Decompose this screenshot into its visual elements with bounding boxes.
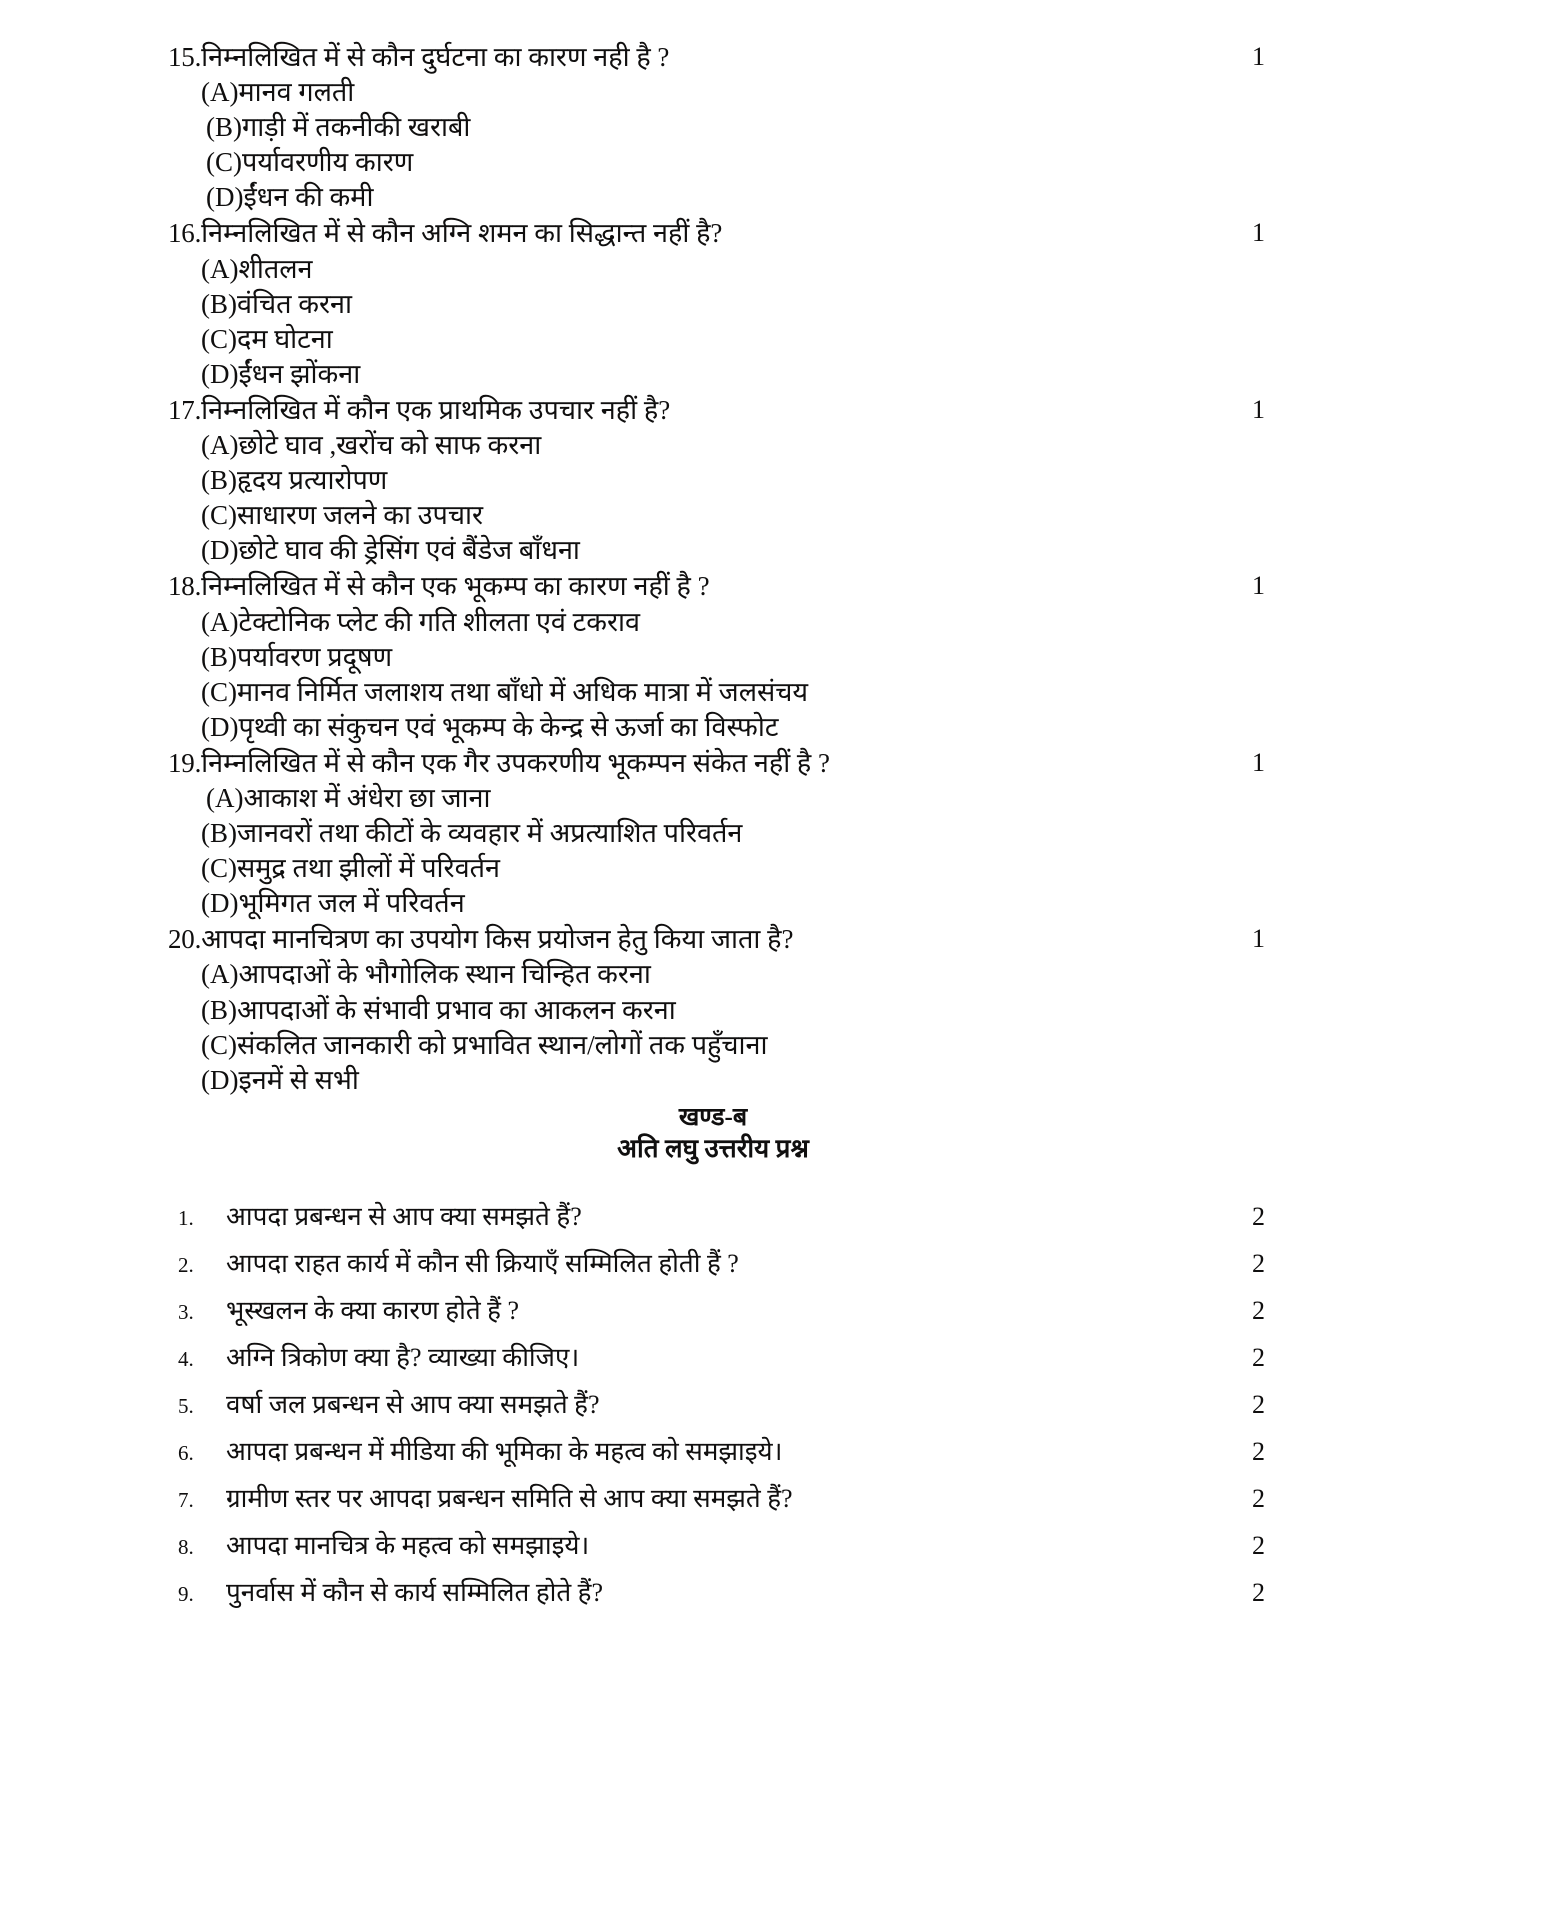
question-number: 19.: [168, 747, 202, 778]
short-question-item: [168, 1204, 1408, 1251]
question-marks: 2: [1252, 1484, 1265, 1514]
question-marks: 2: [1252, 1531, 1265, 1561]
option-c: (C)मानव निर्मित जलाशय तथा बाँधो में अधिक मात्रा में जलसंचय: [201, 676, 809, 707]
mcq-question-17: [168, 393, 1408, 568]
question-text: निम्नलिखित में कौन एक प्राथमिक उपचार नहीं है?: [201, 394, 671, 425]
question-number: 15.: [168, 42, 202, 72]
question-line: [168, 746, 1408, 781]
option-d: (D)पृथ्वी का संकुचन एवं भूकम्प के केन्द्र से ऊर्जा का विस्फोट: [201, 711, 779, 742]
question-number: 18.: [168, 571, 202, 602]
question-number: 2.: [178, 1253, 194, 1278]
option-c: (C)दम घोटना: [201, 323, 333, 354]
mcq-question-18: [168, 569, 1408, 744]
question-marks: 2: [1252, 1296, 1265, 1326]
question-number: 6.: [178, 1441, 194, 1466]
section-b-heading: खण्ड-ब: [678, 1103, 748, 1131]
question-text: पुनर्वास में कौन से कार्य सम्मिलित होते हैं?: [226, 1578, 604, 1608]
question-number: 17.: [168, 394, 202, 425]
option-b: (B)हृदय प्रत्यारोपण: [201, 465, 388, 496]
question-line: [168, 216, 1408, 251]
question-marks: 1: [1252, 394, 1265, 424]
page-content: [168, 40, 1408, 1627]
option-c: (C)साधारण जलने का उपचार: [201, 500, 484, 531]
option-d: (D)इनमें से सभी: [201, 1064, 359, 1095]
option-a: (A)छोटे घाव ,खरोंच को साफ करना: [201, 430, 542, 461]
option-d: (D)ईंधन झोंकना: [201, 358, 361, 389]
option-d: (D)छोटे घाव की ड्रेसिंग एवं बैंडेज बाँधना: [201, 535, 580, 566]
mcq-question-20: [168, 922, 1408, 1097]
question-number: 20.: [168, 924, 202, 955]
question-marks: 2: [1252, 1343, 1265, 1373]
question-text: आपदा मानचित्रण का उपयोग किस प्रयोजन हेतु किया जाता है?: [201, 924, 794, 955]
mcq-question-16: [168, 216, 1408, 391]
option-c: (C)समुद्र तथा झीलों में परिवर्तन: [201, 853, 500, 884]
question-marks: 1: [1252, 218, 1265, 248]
option-b: (B)आपदाओं के संभावी प्रभाव का आकलन करना: [201, 994, 676, 1025]
option-b: (B)जानवरों तथा कीटों के व्यवहार में अप्रत्याशित परिवर्तन: [201, 818, 743, 849]
question-line: [168, 922, 1408, 957]
question-text: भूस्खलन के क्या कारण होते हैं ?: [226, 1296, 519, 1326]
question-text: निम्नलिखित में से कौन दुर्घटना का कारण नही है ?: [201, 42, 670, 72]
question-number: 8.: [178, 1535, 194, 1560]
question-marks: 1: [1252, 571, 1265, 601]
option-a: (A)मानव गलती: [201, 77, 355, 108]
question-text: निम्नलिखित में से कौन एक भूकम्प का कारण नहीं है ?: [201, 571, 710, 602]
question-marks: 1: [1252, 42, 1265, 71]
short-question-item: [168, 1251, 1408, 1298]
question-number: 5.: [178, 1394, 194, 1419]
question-text: आपदा प्रबन्धन से आप क्या समझते हैं?: [226, 1202, 582, 1232]
question-marks: 2: [1252, 1249, 1265, 1279]
question-marks: 2: [1252, 1437, 1265, 1467]
question-number: 9.: [178, 1582, 194, 1607]
question-number: 4.: [178, 1347, 194, 1372]
option-c: (C)पर्यावरणीय कारण: [206, 147, 414, 178]
option-a: (A)आकाश में अंधेरा छा जाना: [206, 782, 491, 813]
question-number: 3.: [178, 1300, 194, 1325]
question-line: [168, 569, 1408, 604]
question-marks: 1: [1252, 747, 1265, 777]
question-number: 16.: [168, 218, 202, 249]
option-b: (B)गाड़ी में तकनीकी खराबी: [206, 112, 471, 143]
short-question-item: [168, 1486, 1408, 1533]
option-d: (D)ईंधन की कमी: [206, 182, 374, 213]
section-b-questions: [168, 1204, 1408, 1627]
question-line: [168, 40, 1408, 75]
question-text: आपदा मानचित्र के महत्व को समझाइये।: [226, 1531, 590, 1561]
section-b-subheading: अति लघु उत्तरीय प्रश्न: [617, 1134, 809, 1164]
mcq-question-19: [168, 746, 1408, 921]
question-number: 7.: [178, 1488, 194, 1513]
short-question-item: [168, 1392, 1408, 1439]
option-b: (B)पर्यावरण प्रदूषण: [201, 641, 393, 672]
section-a-questions: [168, 40, 1408, 1098]
question-text: आपदा राहत कार्य में कौन सी क्रियाएँ सम्मिलित होती हैं ?: [226, 1249, 739, 1279]
question-text: निम्नलिखित में से कौन अग्नि शमन का सिद्धान्त नहीं है?: [201, 218, 723, 249]
question-marks: 2: [1252, 1578, 1265, 1608]
question-marks: 2: [1252, 1390, 1265, 1420]
option-a: (A)आपदाओं के भौगोलिक स्थान चिन्हित करना: [201, 959, 651, 990]
short-question-item: [168, 1298, 1408, 1345]
option-a: (A)शीतलन: [201, 253, 313, 284]
question-marks: 2: [1252, 1202, 1265, 1232]
question-text: आपदा प्रबन्धन में मीडिया की भूमिका के महत्व को समझाइये।: [226, 1437, 783, 1467]
question-number: 1.: [178, 1206, 194, 1231]
question-text: निम्नलिखित में से कौन एक गैर उपकरणीय भूकम्पन संकेत नहीं है ?: [201, 747, 831, 778]
question-text: ग्रामीण स्तर पर आपदा प्रबन्धन समिति से आप क्या समझते हैं?: [226, 1484, 793, 1514]
question-text: वर्षा जल प्रबन्धन से आप क्या समझते हैं?: [226, 1390, 600, 1420]
option-d: (D)भूमिगत जल में परिवर्तन: [201, 888, 465, 919]
question-marks: 1: [1252, 924, 1265, 954]
question-text: अग्नि त्रिकोण क्या है? व्याख्या कीजिए।: [226, 1343, 580, 1373]
option-c: (C)संकलित जानकारी को प्रभावित स्थान/लोगों तक पहुँचाना: [201, 1029, 768, 1060]
short-question-item: [168, 1345, 1408, 1392]
short-question-item: [168, 1580, 1408, 1627]
question-line: [168, 393, 1408, 428]
option-b: (B)वंचित करना: [201, 288, 353, 319]
option-a: (A)टेक्टोनिक प्लेट की गति शीलता एवं टकराव: [201, 606, 641, 637]
short-question-item: [168, 1533, 1408, 1580]
short-question-item: [168, 1439, 1408, 1486]
mcq-question-15: [168, 40, 1408, 215]
